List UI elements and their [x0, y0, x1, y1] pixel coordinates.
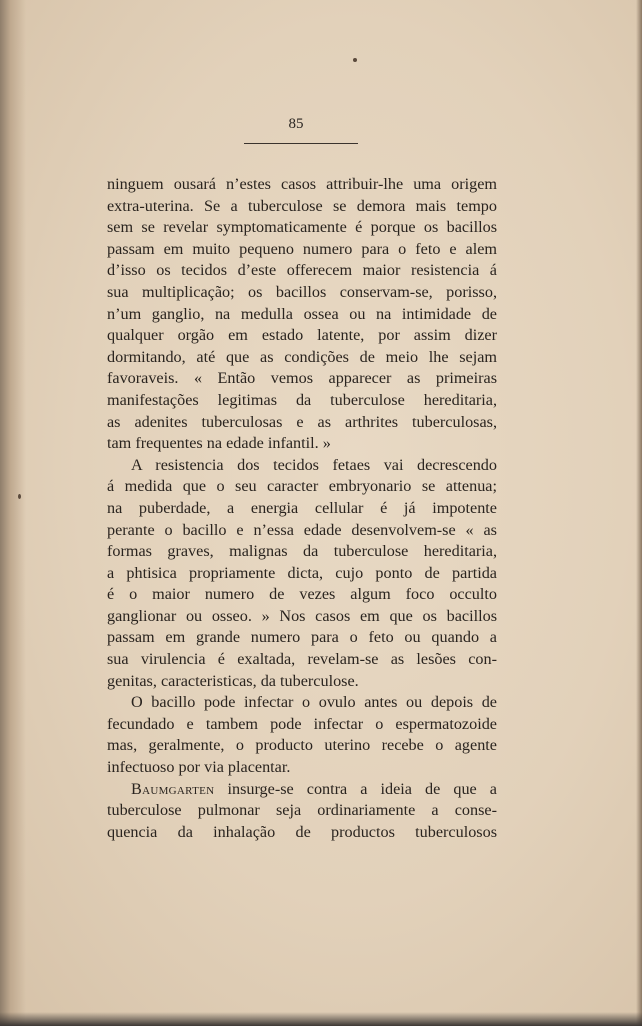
header-rule [244, 143, 358, 144]
text-line: favoraveis. « Então vemos apparecer as primeiras [107, 369, 497, 388]
page-number: 85 [288, 116, 304, 132]
text-line: passam em muito pequeno numero para o feto e alem [107, 239, 497, 258]
text-line: é o maior numero de vezes algum foco occulto [107, 585, 497, 604]
text-line: d’isso os tecidos d’este offerecem maior resistencia á [107, 261, 497, 280]
text-line: genitas, caracteristicas, da tuberculose. [107, 671, 359, 690]
text-line: formas graves, malignas da tuberculose hereditaria, [107, 542, 497, 561]
text-line: sua multiplicação; os bacillos conservam-se, porisso, [107, 282, 497, 301]
text-line [107, 779, 497, 801]
text-line: manifestações legitimas da tuberculose hereditaria, [107, 390, 497, 409]
text-line: n’um ganglio, na medulla ossea ou na intimidade de [107, 304, 497, 323]
text-line: sua virulencia é exaltada, revelam-se as lesões con- [107, 650, 497, 669]
paper-speck [353, 58, 357, 62]
text-line: na puberdade, a energia cellular é já impotente [107, 498, 497, 517]
text-line: infectuoso por via placentar. [107, 758, 291, 777]
text-line: ganglionar ou osseo. » Nos casos em que os bacillos [107, 606, 497, 625]
text-line: as adenites tuberculosas e as arthrites tuberculosas, [107, 412, 497, 431]
text-line: qualquer orgão em estado latente, por assim dizer [107, 326, 497, 345]
text-line: quencia da inhalação de productos tuberculosos [107, 822, 497, 841]
text-line: dormitando, até que as condições de meio lhe sejam [107, 347, 497, 366]
text-line: perante o bacillo e n’essa edade desenvolvem-se « as [107, 520, 497, 539]
page-bottom-edge [0, 1012, 642, 1026]
text-line: tam frequentes na edade infantil. » [107, 434, 331, 453]
text-line: tuberculose pulmonar seja ordinariamente a conse- [107, 801, 497, 820]
text-line: O bacillo pode infectar o ovulo antes ou depois de [131, 693, 497, 712]
text-line: mas, geralmente, o producto uterino recebe o agente [107, 736, 497, 755]
page-edge-shadow [636, 0, 642, 1026]
text-line: sem se revelar symptomaticamente é porque os bacillos [107, 218, 497, 237]
author-name: Baumgarten [131, 779, 215, 798]
text-line: extra-uterina. Se a tuberculose se demora mais tempo [107, 196, 497, 215]
text-line: á medida que o seu caracter embryonario se attenua; [107, 477, 497, 496]
text-line: fecundado e tambem pode infectar o espermatozoide [107, 714, 497, 733]
text-line: ninguem ousará n’estes casos attribuir-lhe uma origem [107, 175, 497, 193]
paper-speck [18, 494, 21, 499]
text-line: passam em grande numero para o feto ou quando a [107, 628, 497, 647]
text-line: A resistencia dos tecidos fetaes vai decrescendo [131, 455, 497, 474]
text-line: a phtisica propriamente dicta, cujo ponto de partida [107, 563, 497, 582]
body-text [107, 174, 497, 843]
binding-shadow [0, 0, 26, 1026]
text-line-rest: insurge-se contra a ideia de que a [214, 779, 497, 798]
